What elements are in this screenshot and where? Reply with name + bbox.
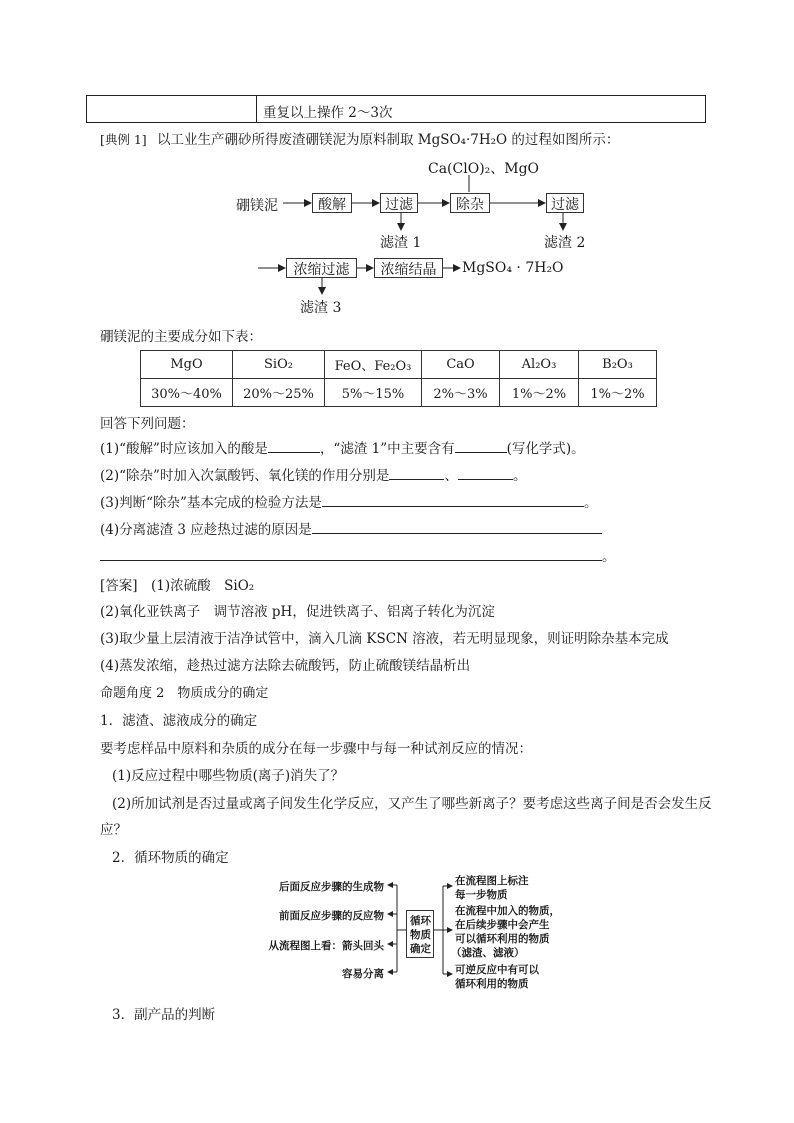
question-3-end: 。 bbox=[583, 495, 598, 511]
flow-step-filter-1: 过滤 bbox=[380, 193, 418, 213]
answer-1: [答案] (1)浓硫酸 SiO₂ bbox=[100, 578, 255, 594]
diagram-right-item: 在流程图上标注 bbox=[455, 875, 529, 887]
diagram-left-item: 前面反应步骤的反应物 bbox=[279, 910, 384, 922]
table-cell: 1%～2% bbox=[500, 379, 579, 407]
table-cell: 1%～2% bbox=[579, 379, 657, 407]
flow-residue-1: 滤渣 1 bbox=[380, 235, 422, 251]
flow-residue-2: 滤渣 2 bbox=[544, 235, 586, 251]
table-cell: 20%～25% bbox=[233, 379, 325, 407]
diagram-left-item: 容易分离 bbox=[342, 968, 384, 980]
question-1-text-3: (写化学式)。 bbox=[506, 441, 585, 457]
question-4-end: 。 bbox=[602, 549, 616, 565]
answer-3: (3)取少量上层清液于洁净试管中，滴入几滴 KSCN 溶液，若无明显现象，则证明除杂基本完成 bbox=[100, 631, 669, 647]
diagram-center-line: 循环 bbox=[410, 915, 431, 927]
questions-intro: 回答下列问题： bbox=[100, 416, 195, 432]
subsection-3-title: 3．副产品的判断 bbox=[112, 1007, 216, 1023]
table-header-cell: SiO₂ bbox=[233, 351, 325, 379]
flow-step-purify: 除杂 bbox=[450, 193, 490, 213]
diagram-right-item: 在流程中加入的物质， bbox=[455, 905, 560, 917]
flow-reagent: Ca(ClO)₂、MgO bbox=[428, 161, 540, 177]
table-header-cell: Al₂O₃ bbox=[500, 351, 579, 379]
flow-step-crystallize: 浓缩结晶 bbox=[374, 258, 443, 278]
answer-2: (2)氧化亚铁离子 调节溶液 pH，促进铁离子、铝离子转化为沉淀 bbox=[100, 604, 495, 620]
diagram-right-item: 循环利用的物质 bbox=[455, 978, 529, 990]
question-2-sep: 、 bbox=[444, 468, 458, 484]
paragraph: (1)反应过程中哪些物质(离子)消失了？ bbox=[112, 768, 345, 784]
subsection-1-title: 1．滤渣、滤液成分的确定 bbox=[100, 713, 258, 729]
answer-4: (4)蒸发浓缩，趁热过滤方法除去硫酸钙，防止硫酸镁结晶析出 bbox=[100, 658, 471, 674]
table-header-cell: FeO、Fe₂O₃ bbox=[325, 351, 422, 379]
example-tag: [典例 1] bbox=[100, 132, 147, 147]
table-cell: 30%～40% bbox=[141, 379, 233, 407]
table-intro: 硼镁泥的主要成分如下表： bbox=[100, 329, 262, 345]
question-2-text: (2)“除杂”时加入次氯酸钙、氧化镁的作用分别是 bbox=[100, 468, 390, 484]
diagram-center-box bbox=[406, 910, 434, 958]
subsection-2-title: 2．循环物质的确定 bbox=[112, 850, 229, 866]
diagram-right-item: 可逆反应中有可以 bbox=[455, 964, 539, 976]
flow-step-filter-2: 过滤 bbox=[546, 193, 584, 213]
paragraph: (2)所加试剂是否过量或离子间发生化学反应，又产生了哪些新离子？要考虑这些离子间是否会发生反 bbox=[112, 796, 712, 812]
table-header-cell: B₂O₃ bbox=[579, 351, 657, 379]
section-heading: 命题角度 2 物质成分的确定 bbox=[100, 686, 269, 701]
table-cell: 2%～3% bbox=[422, 379, 500, 407]
flow-product: MgSO₄ · 7H₂O bbox=[462, 260, 564, 276]
flow-step-concentrate-filter: 浓缩过滤 bbox=[286, 258, 357, 278]
flow-residue-3: 滤渣 3 bbox=[300, 300, 342, 316]
table-header-cell: MgO bbox=[141, 351, 233, 379]
question-1-text-2: ，“滤渣 1”中主要含有 bbox=[319, 441, 455, 457]
diagram-center-line: 确定 bbox=[410, 943, 431, 955]
top-table-right-cell: 重复以上操作 2～3次 bbox=[263, 105, 393, 121]
paragraph: 要考虑样品中原料和杂质的成分在每一步骤中与每一种试剂反应的情况： bbox=[100, 741, 532, 757]
diagram-left-item: 从流程图上看：箭头回头 bbox=[268, 940, 384, 952]
diagram-right-item: 可以循环利用的物质 bbox=[455, 933, 550, 945]
question-2-end: 。 bbox=[512, 468, 527, 484]
example-text: 以工业生产硼砂所得废渣硼镁泥为原料制取 MgSO₄·7H₂O 的过程如图所示： bbox=[156, 132, 620, 148]
question-4-text: (4)分离滤渣 3 应趁热过滤的原因是 bbox=[100, 522, 312, 538]
table-header-cell: CaO bbox=[422, 351, 500, 379]
table-cell: 5%～15% bbox=[325, 379, 422, 407]
diagram-right-item: （滤渣、滤液） bbox=[451, 947, 525, 959]
diagram-right-item: 在后续步骤中会产生 bbox=[455, 919, 550, 931]
diagram-center-line: 物质 bbox=[410, 929, 431, 941]
flow-start: 硼镁泥 bbox=[236, 198, 278, 214]
diagram-right-item: 每一步物质 bbox=[455, 889, 508, 901]
diagram-left-item: 后面反应步骤的生成物 bbox=[279, 881, 384, 893]
question-3-text: (3)判断“除杂”基本完成的检验方法是 bbox=[100, 495, 322, 511]
question-1-text: (1)“酸解”时应该加入的酸是 bbox=[100, 441, 268, 457]
flow-step-acid: 酸解 bbox=[312, 193, 352, 213]
paragraph-continued: 应？ bbox=[100, 822, 127, 838]
